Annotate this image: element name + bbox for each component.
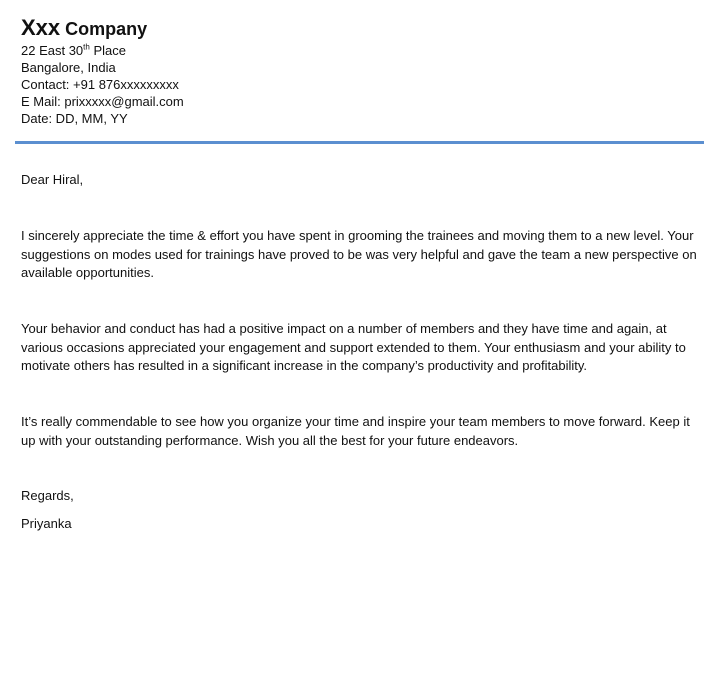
paragraph-3: [21, 413, 701, 450]
contact-line: Contact: +91 876xxxxxxxxx: [21, 77, 179, 92]
letterhead: [21, 14, 184, 127]
address-superscript: th: [83, 42, 90, 52]
greeting: Dear Hiral,: [21, 172, 84, 187]
paragraph-2: [21, 320, 701, 376]
paragraph-text: I sincerely appreciate the time & effort you have spent in grooming the trainees and moving them to a new level. Your suggestions on modes used for trainings have proved to be was very helpful and gave the team a new perspective on available opportunities.: [21, 228, 697, 280]
date-line: Date: DD, MM, YY: [21, 111, 128, 126]
paragraph-1: [21, 227, 701, 283]
paragraph-text: Your behavior and conduct has had a positive impact on a number of members and they have time and again, at various occasions appreciated your engagement and support extended to them. Your enthusiasm and your ability to motivate others has resulted in a significant increase in the company’s productivity and profitability.: [21, 321, 686, 373]
company-name-main: Xxx: [21, 15, 61, 40]
closing: Regards,: [21, 488, 74, 503]
paragraph-text: It’s really commendable to see how you organize your time and inspire your team members to move forward. Keep it up with your outstanding performance. Wish you all the best for your future endeavors.: [21, 414, 690, 448]
address-line: [21, 42, 184, 59]
email-line: E Mail: prixxxxx@gmail.com: [21, 94, 184, 109]
city-line: Bangalore, India: [21, 60, 116, 75]
header-divider: [15, 141, 704, 144]
company-name-rest: Company: [60, 19, 148, 39]
company-name: [21, 14, 184, 42]
address-prefix: 22 East 30: [21, 43, 84, 58]
address-suffix: Place: [89, 43, 126, 58]
signature: Priyanka: [21, 516, 72, 531]
